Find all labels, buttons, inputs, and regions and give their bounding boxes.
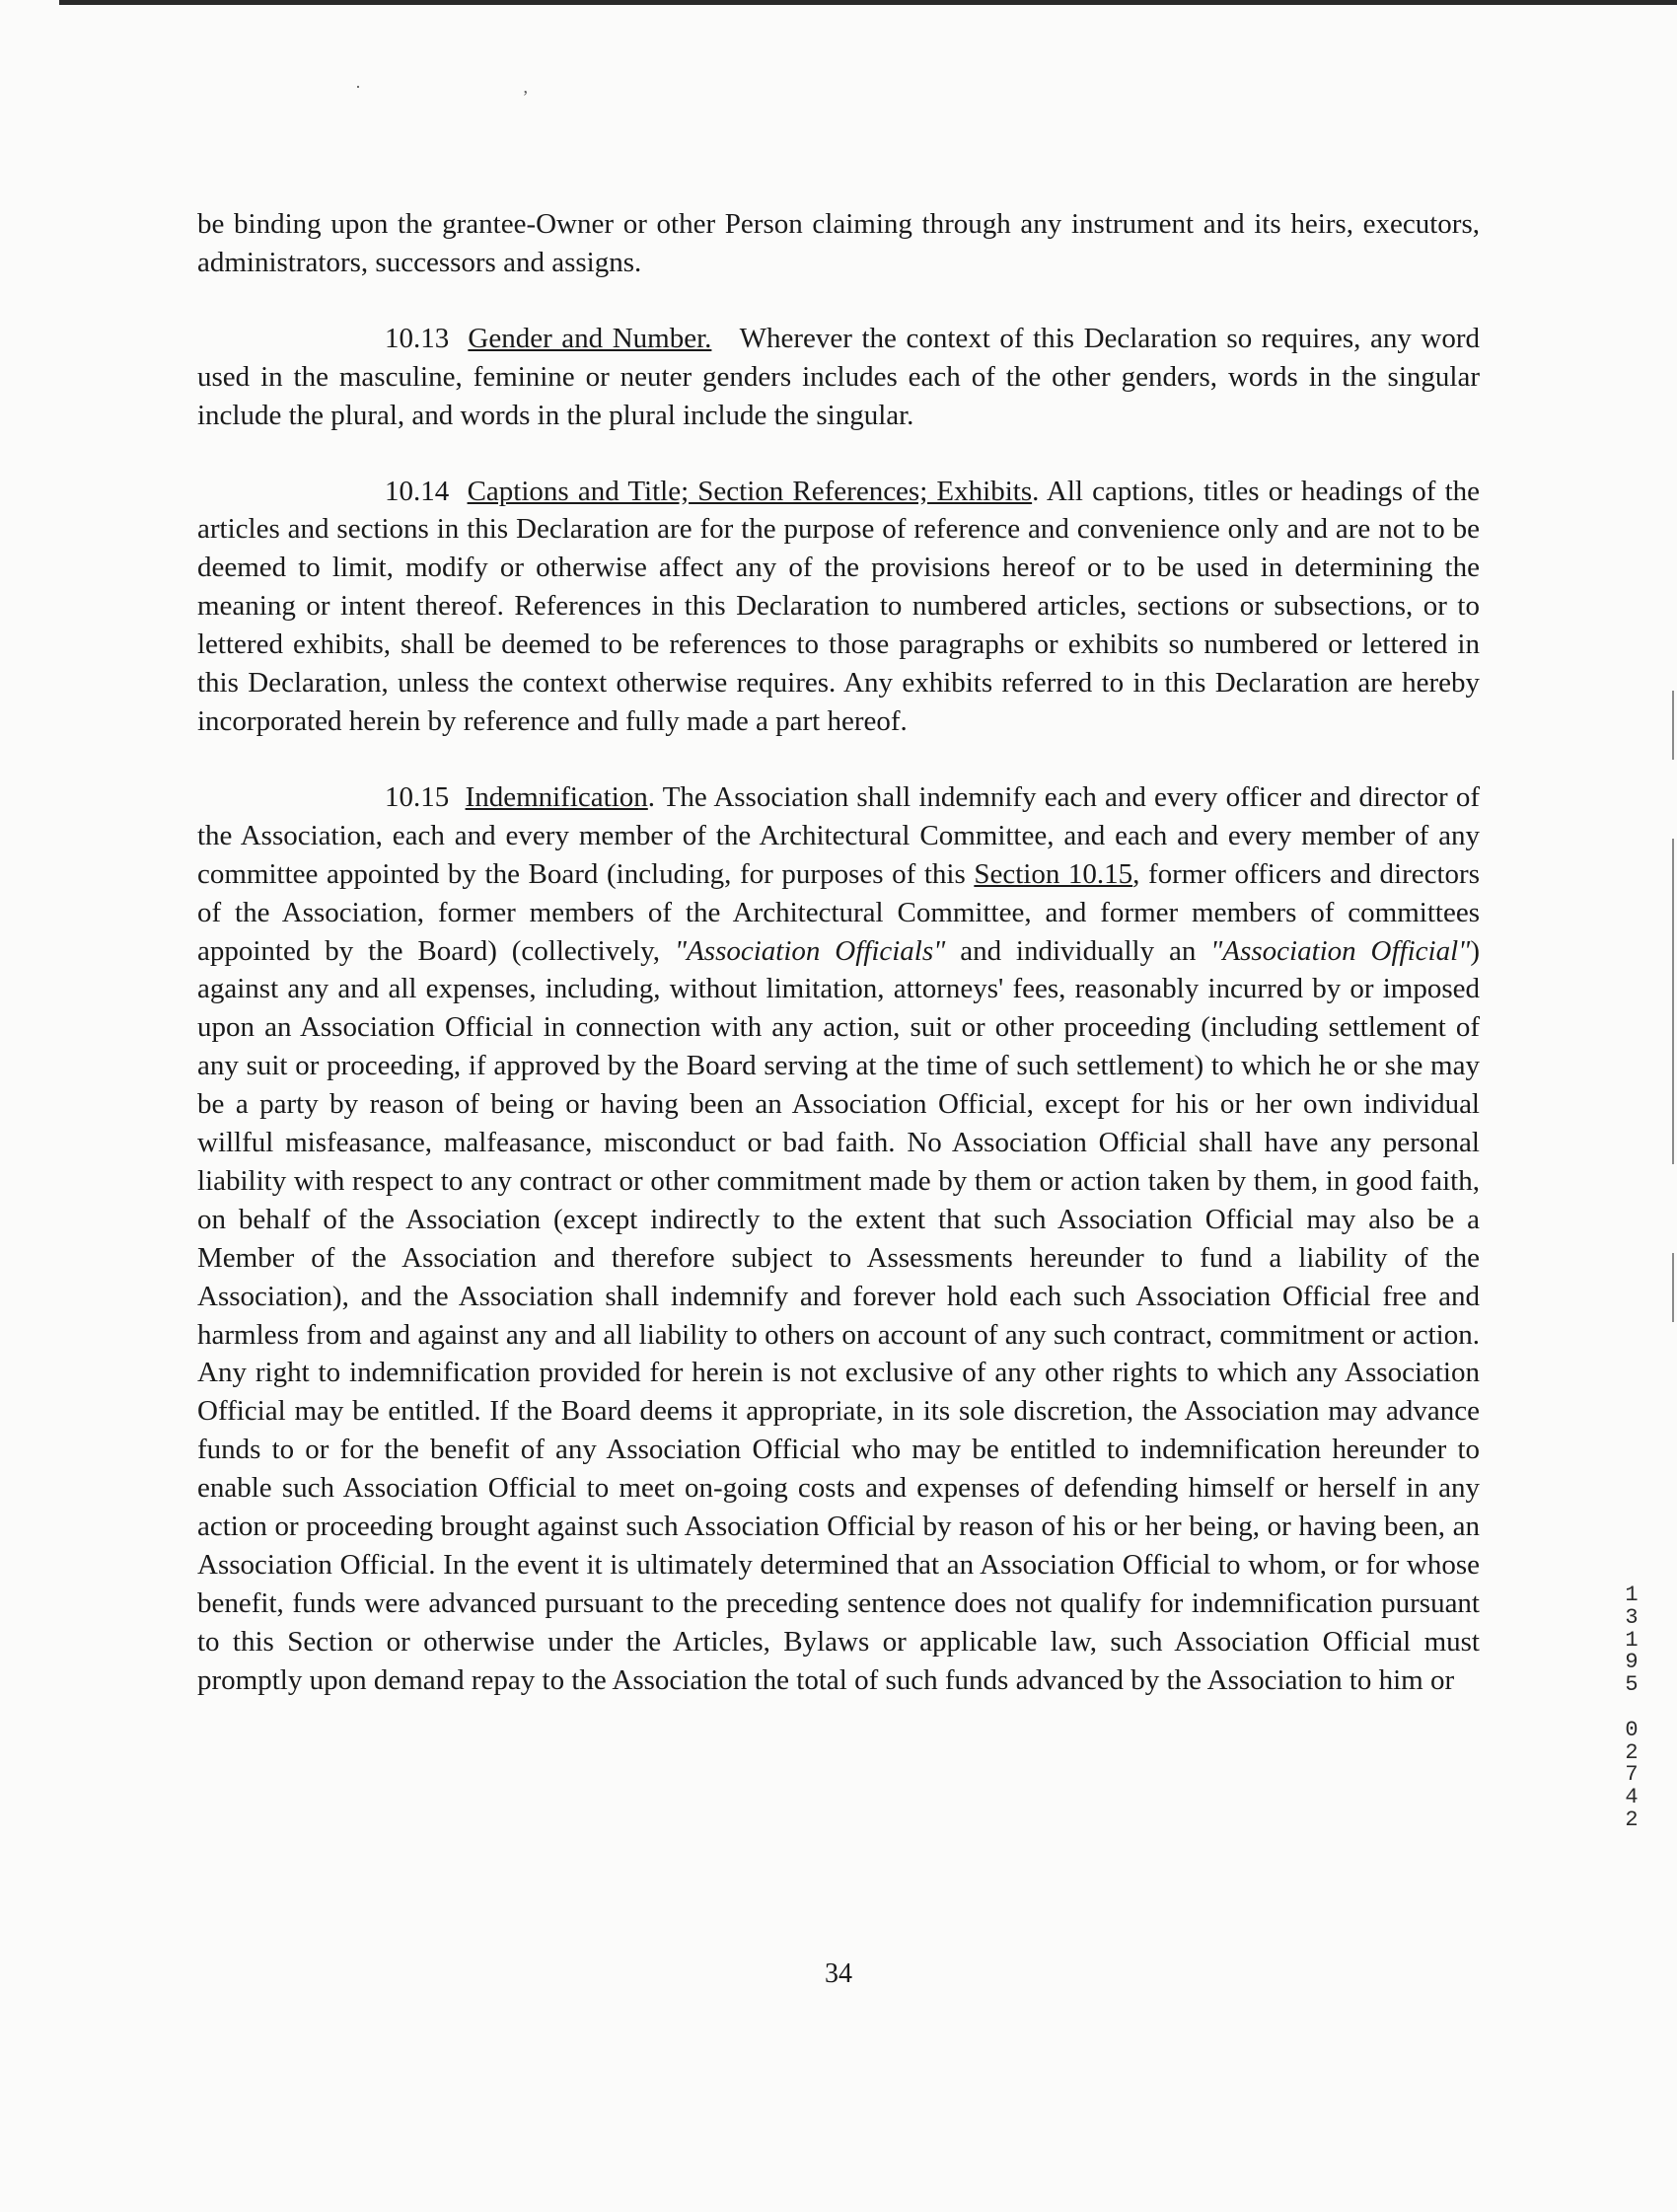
- stamp-digit: 2: [1625, 1806, 1639, 1832]
- scan-margin-mark: [1672, 691, 1674, 760]
- section-cross-reference: Section 10.15: [974, 857, 1133, 890]
- section-number: 10.15: [385, 780, 450, 813]
- section-number: 10.13: [385, 322, 450, 354]
- section-number: 10.14: [385, 475, 450, 507]
- section-text: . The Association shall indemnify each and every officer and director of the Association, each and every member of the Architectural Committee, and each and every member of any committee appointed by the Board (including, for purposes of this: [197, 780, 1481, 890]
- stamp-digit: 1: [1625, 1583, 1639, 1607]
- section-heading: Gender and Number.: [468, 322, 712, 354]
- scan-margin-mark: [1672, 839, 1674, 1164]
- stamp-digit: 4: [1625, 1785, 1639, 1810]
- paragraph-text: be binding upon the grantee-Owner or other Person claiming through any instrument and its heirs, executors, administrators, successors and assigns.: [197, 208, 1480, 278]
- scan-margin-mark: [1672, 1253, 1674, 1322]
- stamp-digit: 7: [1625, 1762, 1639, 1788]
- stamp-gap: [1620, 1697, 1643, 1720]
- stamp-digit: 0: [1625, 1717, 1639, 1742]
- section-10-14: [197, 473, 1480, 741]
- section-heading: Captions and Title; Section References; Exhibits: [467, 475, 1033, 507]
- section-10-15: [197, 778, 1480, 1700]
- paragraph-continuation: [197, 205, 1480, 282]
- section-10-13: [197, 320, 1480, 435]
- stamp-digit: 9: [1625, 1650, 1639, 1675]
- recording-stamp: [1620, 1585, 1643, 1832]
- stamp-digit: 3: [1625, 1604, 1639, 1630]
- section-text: and individually an: [945, 934, 1211, 967]
- scan-border-top: [59, 0, 1677, 5]
- page-number: 34: [825, 1958, 852, 1989]
- section-text: , former officers and directors of the Association, former members of the Architectural Committee, and former members of committees appointed by the Board) (collectively,: [197, 857, 1481, 967]
- section-text: . All captions, titles or headings of the articles and sections in this Declaration are for the purpose of reference and convenience only and are not to be deemed to limit, modify or otherwise affect any of the provisions hereof or to be used in determining the meaning or intent thereof. References in this Declaration to numbered articles, sections or subsections, or to lettered exhibits, shall be deemed to be references to those paragraphs or exhibits so numbered or lettered in this Declaration, unless the context otherwise requires. Any exhibits referred to in this Declaration are hereby incorporated herein by reference and fully made a part hereof.: [197, 475, 1480, 737]
- defined-term: "Association Officials": [674, 934, 946, 967]
- section-heading: Indemnification: [465, 780, 648, 813]
- stamp-digit: 2: [1625, 1739, 1639, 1765]
- section-text: ) against any and all expenses, including, without limitation, attorneys' fees, reasonably incurred by or imposed upon an Association Official in connection with any action, suit or other proceeding (including settlement of any suit or proceeding, if approved by the Board serving at the time of such settlement) to which he or she may be a party by reason of being or having been an Association Official, except for his or her own individual willful misfeasance, malfeasance, misconduct or bad faith. No Association Official shall have any personal liability with respect to any contract or other commitment made by them or action taken by them, in good faith, on behalf of the Association (except indirectly to the extent that such Association Official may also be a Member of the Association and therefore subject to Assessments hereunder to fund a liability of the Association), and the Association shall indemnify and forever hold each such Association Official free and harmless from and against any and all liability to others on account of any such contract, commitment or action. Any right to indemnification provided for herein is not exclusive of any other rights to which any Association Official may be entitled. If the Board deems it appropriate, in its sole discretion, the Association may advance funds to or for the benefit of any Association Official who may be entitled to indemnification hereunder to enable such Association Official to meet on-going costs and expenses of defending himself or herself in any action or proceeding brought against such Association Official by reason of his or her being, or having been, an Association Official. In the event it is ultimately determined that an Association Official to whom, or for whose benefit, funds were advanced pursuant to the preceding sentence does not qualify for indemnification pursuant to this Section or otherwise under the Articles, Bylaws or applicable law, such Association Official must promptly upon demand repay to the Association the total of such funds advanced by the Association to him or: [197, 934, 1480, 1696]
- document-body: [197, 205, 1480, 1737]
- scan-specks: · ,: [355, 77, 607, 97]
- stamp-digit: 5: [1625, 1672, 1639, 1698]
- stamp-digit: 1: [1625, 1627, 1639, 1653]
- defined-term: "Association Official": [1210, 934, 1471, 967]
- section-text: Wherever the context of this Declaration so requires, any word used in the masculine, feminine or neuter genders includes each of the other genders, words in the singular include the plural, and words in the plural include the singular.: [197, 322, 1481, 431]
